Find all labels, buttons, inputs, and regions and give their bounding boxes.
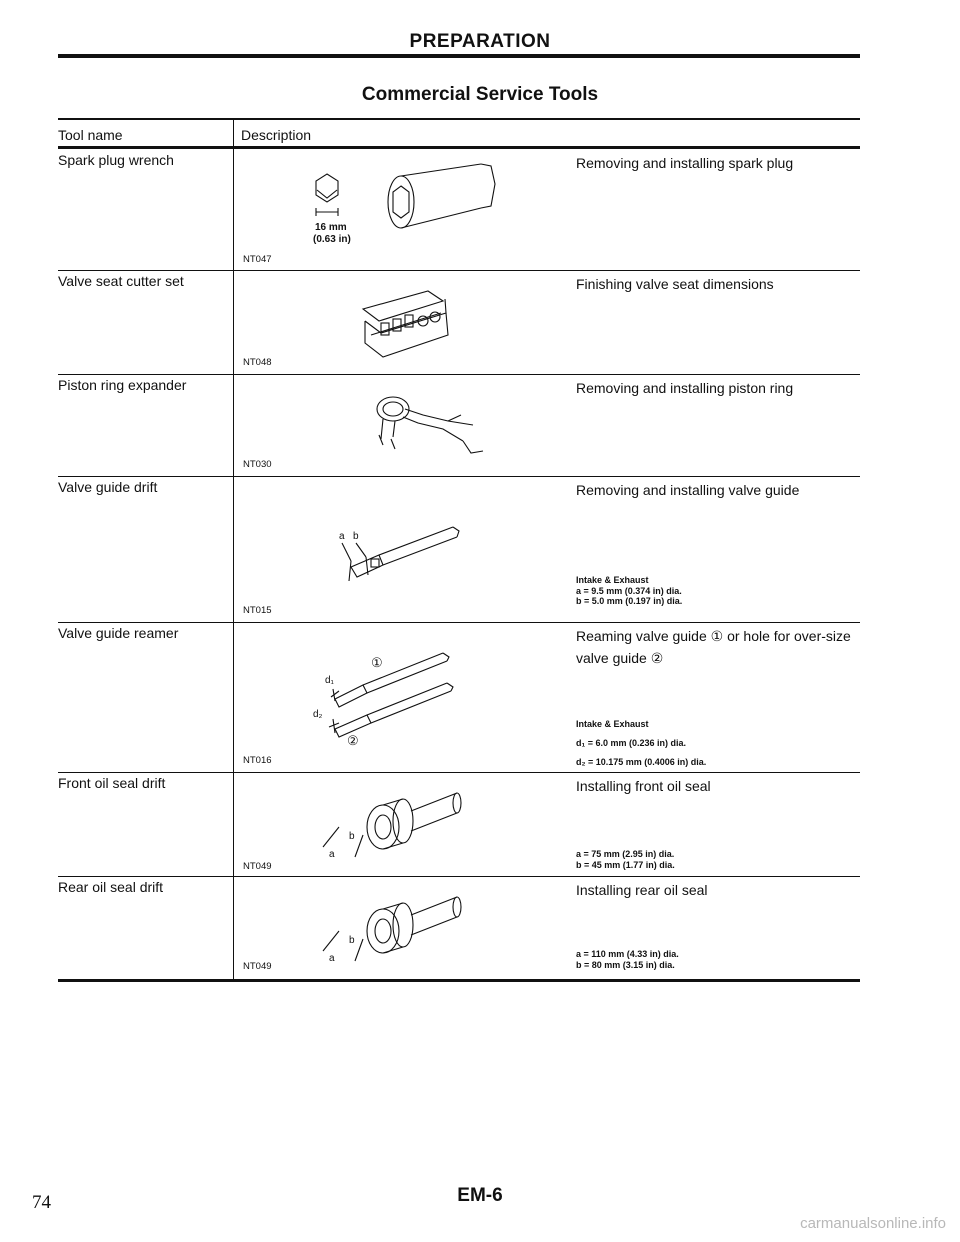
reamer-label-d2: d₂ xyxy=(313,709,323,720)
tool-description: Installing front oil seal xyxy=(576,778,711,794)
wrench-size-in-label: (0.63 in) xyxy=(313,234,351,245)
spec-line: a = 9.5 mm (0.374 in) dia. xyxy=(576,585,682,596)
table-row xyxy=(58,477,860,622)
tool-description: Reaming valve guide ① or hole for over-size valve guide ② xyxy=(576,628,851,666)
figure-code: NT049 xyxy=(243,861,272,872)
tool-description: Removing and installing piston ring xyxy=(576,380,794,396)
figure-code: NT047 xyxy=(243,254,272,265)
spark-plug-wrench-illustration xyxy=(243,158,573,268)
tool-name: Valve guide drift xyxy=(58,479,158,495)
column-header-tool-name: Tool name xyxy=(58,127,123,143)
tool-name: Spark plug wrench xyxy=(58,152,174,168)
tool-description: Installing rear oil seal xyxy=(576,882,708,898)
tool-name: Valve guide reamer xyxy=(58,625,179,641)
figure-code: NT049 xyxy=(243,961,272,972)
drift-label-b: b xyxy=(353,531,359,542)
spec-line: d₂ = 10.175 mm (0.4006 in) dia. xyxy=(576,757,707,767)
title-rule xyxy=(58,54,860,58)
table-row xyxy=(58,375,860,476)
section-subtitle: Commercial Service Tools xyxy=(361,84,599,105)
tool-name: Valve seat cutter set xyxy=(58,273,184,289)
spec-line: b = 80 mm (3.15 in) dia. xyxy=(576,959,675,970)
table-row xyxy=(58,623,860,772)
page-code: EM-6 xyxy=(457,1185,503,1206)
seal-drift-label-a: a xyxy=(329,849,335,860)
table-bottom-rule xyxy=(58,979,860,982)
table-row xyxy=(58,150,860,270)
figure-code: NT016 xyxy=(243,755,272,766)
piston-ring-expander-illustration xyxy=(243,379,573,475)
page-title: PREPARATION xyxy=(409,31,551,52)
callout-2: ② xyxy=(347,733,359,748)
callout-1: ① xyxy=(371,655,383,670)
front-oil-seal-drift-illustration xyxy=(243,777,573,875)
table-row xyxy=(58,773,860,876)
figure-code: NT015 xyxy=(243,605,272,616)
tool-description: Removing and installing spark plug xyxy=(576,155,794,171)
column-header-description: Description xyxy=(241,127,312,143)
cutter-set-case-illustration xyxy=(243,277,573,373)
watermark: carmanualsonline.info xyxy=(800,1215,946,1232)
page-number: 74 xyxy=(32,1192,51,1213)
figure-code: NT048 xyxy=(243,357,272,368)
spec-line: d₁ = 6.0 mm (0.236 in) dia. xyxy=(576,738,687,748)
drift-label-a: a xyxy=(339,531,345,542)
table-row xyxy=(58,877,860,979)
spec-line: Intake & Exhaust xyxy=(576,575,649,585)
seal-drift-label-b: b xyxy=(349,831,355,842)
table-row xyxy=(58,271,860,374)
seal-drift-label-a: a xyxy=(329,953,335,964)
header-rule xyxy=(58,146,860,149)
reamer-label-d1: d₁ xyxy=(325,675,334,686)
rear-oil-seal-drift-illustration xyxy=(243,881,573,979)
spec-block xyxy=(576,949,679,970)
tool-description: Removing and installing valve guide xyxy=(576,482,800,498)
spec-line: a = 110 mm (4.33 in) dia. xyxy=(576,949,679,959)
table-top-rule xyxy=(58,118,860,120)
spec-line: a = 75 mm (2.95 in) dia. xyxy=(576,849,675,859)
spec-line: Intake & Exhaust xyxy=(576,719,649,729)
tool-name: Rear oil seal drift xyxy=(58,879,164,895)
spec-block xyxy=(576,575,682,607)
valve-guide-drift-illustration xyxy=(243,485,573,619)
seal-drift-label-b: b xyxy=(349,935,355,946)
tool-description: Finishing valve seat dimensions xyxy=(576,276,774,292)
spec-block xyxy=(576,715,706,772)
wrench-size-mm-label: 16 mm xyxy=(315,222,347,233)
spec-block xyxy=(576,849,675,870)
tool-name: Piston ring expander xyxy=(58,377,187,393)
spec-line: b = 45 mm (1.77 in) dia. xyxy=(576,859,675,870)
tool-name: Front oil seal drift xyxy=(58,775,166,791)
spec-line: b = 5.0 mm (0.197 in) dia. xyxy=(576,596,683,606)
valve-guide-reamer-illustration xyxy=(243,627,573,767)
figure-code: NT030 xyxy=(243,459,272,470)
